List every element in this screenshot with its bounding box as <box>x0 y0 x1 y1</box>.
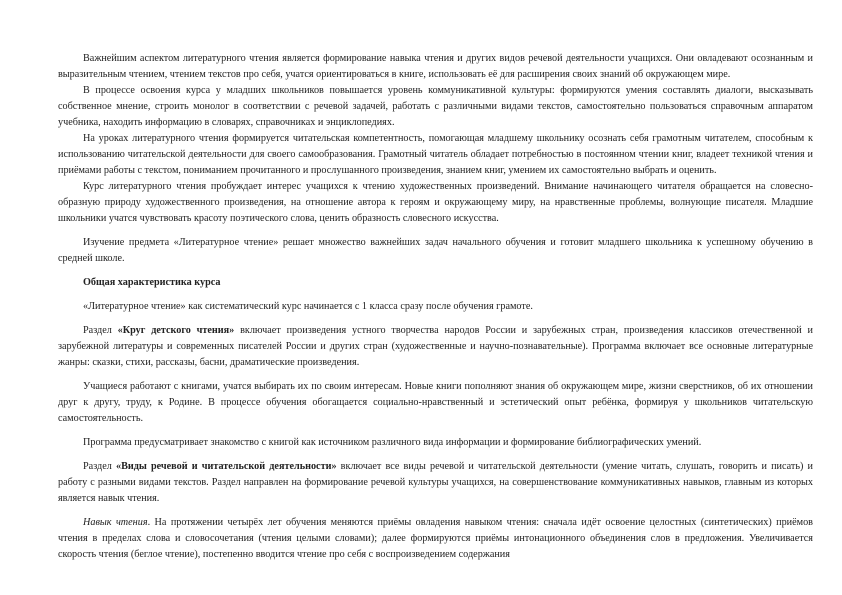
paragraph-reading-skill-importance: Важнейшим аспектом литературного чтения является формирование навыка чтения и других видов речевой деятельности учащихся. Они овладевают осознанным и выразительным чтением, чтением текстов про себя, учатся ориентироваться в книге, использовать её для расширения своих знаний об окружающем мире. <box>58 53 813 80</box>
paragraph-interest-in-fiction: Курс литературного чтения пробуждает интерес учащихся к чтению художественных произведений. Внимание начинающего читателя обращается на словесно-образную природу художественного произведения, на отношение автора к героям и окружающему миру, на нравственные проблемы, волнующие писателя. Младшие школьники учатся чувствовать красоту поэтического слова, ценить образность словесного искусства. <box>58 181 813 224</box>
section-name-bold: «Круг детского чтения» <box>117 325 235 336</box>
paragraph-communicative-culture: В процессе освоения курса у младших школьников повышается уровень коммуникативной культуры: формируются умения составлять диалоги, высказывать собственное мнение, строить монолог в соответствии с речевой задачей, работать с различными видами текстов, самостоятельно пользоваться справочным аппаратом учебника, находить информацию в словарях, справочниках и энциклопедиях. <box>58 85 813 128</box>
paragraph-course-start: «Литературное чтение» как систематический курс начинается с 1 класса сразу после обучения грамоте. <box>83 301 533 312</box>
paragraph-bibliographic-skills: Программа предусматривает знакомство с книгой как источником различного вида информации и формирование библиографических умений. <box>83 437 702 448</box>
paragraph-childrens-reading-section <box>58 323 813 371</box>
text-rest: включает произведения устного творчества народов России и зарубежных стран, произведения классиков отечественной и зарубежной литературы и современных писателей России и других стран (художественные и научно-познавательные). Программа включает все основные литературные жанры: сказки, стихи, рассказы, басни, драматические произведения. <box>58 325 813 368</box>
paragraph-subject-tasks: Изучение предмета «Литературное чтение» решает множество важнейших задач начального обучения и готовит младшего школьника к успешному обучению в средней школе. <box>58 237 813 264</box>
paragraph-reader-competence: На уроках литературного чтения формируется читательская компетентность, помогающая младшему школьнику осознать себя грамотным читателем, способным к использованию читательской деятельности для своего самообразования. Грамотный читатель обладает потребностью в постоянном чтении книг, владеет техникой чтения и приёмами работы с текстом, пониманием прочитанного и прослушанного произведения, знанием книг, умением их самостоятельно выбрать и оценить. <box>58 133 813 176</box>
paragraph-working-with-books: Учащиеся работают с книгами, учатся выбирать их по своим интересам. Новые книги пополняют знания об окружающем мире, жизни сверстников, об их отношении друг к другу, труду, к Родине. В процессе обучения обогащается социально-нравственный и эстетический опыт ребёнка, формируя у школьников читательскую самостоятельность. <box>58 381 813 424</box>
text-rest: . На протяжении четырёх лет обучения меняются приёмы овладения навыком чтения: сначала идёт освоение целостных (синтетических) приёмов чтения в пределах слова и словосочетания (чтения целыми словами); далее формируются приёмы интонационного объединения слов в предложения. Увеличивается скорость чтения (беглое чтение), постепенно вводится чтение про себя с воспроизведением содержания <box>58 517 813 560</box>
text-lead: Раздел <box>83 461 116 472</box>
text-lead: Раздел <box>83 325 118 336</box>
paragraph-speech-activity-section <box>58 459 813 507</box>
term-italic: Навык чтения <box>83 517 148 528</box>
paragraph-reading-skill <box>58 515 813 563</box>
section-name-bold: «Виды речевой и читательской деятельности» <box>115 461 337 472</box>
section-heading: Общая характеристика курса <box>83 277 221 288</box>
text-rest: включает все виды речевой и читательской деятельности (умение читать, слушать, говорить и писать) и работу с разными видами текстов. Раздел направлен на формирование речевой культуры учащихся, на совершенствование коммуникативных навыков, главным из которых является навык чтения. <box>58 461 813 504</box>
